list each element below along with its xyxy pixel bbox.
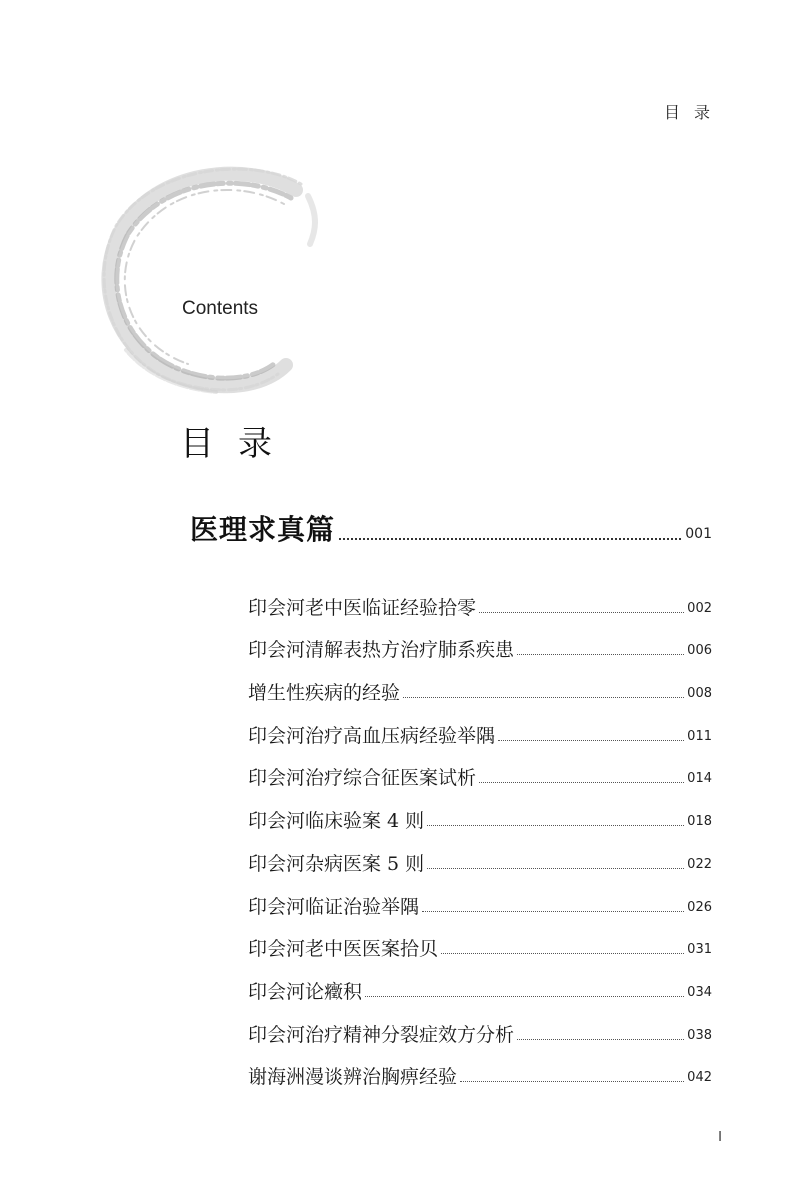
toc-entry[interactable]: [248, 834, 712, 877]
toc-entry-title: 谢海洲漫谈辨治胸痹经验: [248, 1066, 458, 1089]
toc-entry-page: 038: [687, 1027, 712, 1043]
toc-entry-page: 034: [687, 984, 712, 1000]
section-title: 医理求真篇: [190, 513, 336, 546]
toc-entry-title: 印会河论癥积: [248, 980, 363, 1003]
dot-leader: [427, 825, 684, 826]
toc-entry[interactable]: [248, 791, 712, 834]
toc-entry[interactable]: [248, 706, 712, 749]
dot-leader: [517, 654, 684, 655]
dot-leader: [479, 612, 684, 613]
dot-leader: [517, 1039, 684, 1040]
toc-entry-title: 印会河老中医医案拾贝: [248, 938, 439, 961]
ink-brush-circle-icon: [96, 160, 326, 464]
toc-entry[interactable]: [248, 920, 712, 963]
toc-entry[interactable]: [248, 877, 712, 920]
toc-entry-page: 026: [687, 899, 712, 915]
toc-entry-page: 042: [687, 1070, 712, 1086]
toc-entry-page: 006: [687, 643, 712, 659]
toc-entry-page: 008: [687, 686, 712, 702]
contents-title: 目录: [180, 424, 296, 464]
dot-leader: [441, 953, 684, 954]
dot-leader: [365, 996, 684, 997]
dot-leader: [403, 697, 684, 698]
toc-entry-title: 印会河杂病医案 5 则: [248, 852, 425, 875]
dot-leader: [479, 782, 684, 783]
toc-entry-page: 002: [687, 600, 712, 616]
toc-section-heading[interactable]: [190, 508, 712, 548]
toc-entry[interactable]: [248, 749, 712, 792]
dot-leader: [422, 911, 684, 912]
dot-leader: [498, 740, 684, 741]
page-folio: I: [718, 1130, 722, 1145]
dot-leader: [339, 538, 681, 540]
section-page-number: 001: [685, 526, 712, 542]
toc-entry-title: 印会河老中医临证经验拾零: [248, 596, 477, 619]
contents-subtitle: Contents: [182, 298, 259, 319]
dot-leader: [427, 868, 684, 869]
toc-entry-title: 印会河治疗精神分裂症效方分析: [248, 1023, 515, 1046]
toc-entry-page: 031: [687, 942, 712, 958]
toc-entry[interactable]: [248, 663, 712, 706]
toc-entry-page: 022: [687, 856, 712, 872]
running-header: 目录: [663, 103, 724, 122]
toc-entry-title: 印会河治疗综合征医案试析: [248, 767, 477, 790]
toc-entry[interactable]: [248, 1005, 712, 1048]
toc-entry[interactable]: [248, 621, 712, 664]
toc-entry-title: 印会河临证治验举隅: [248, 895, 420, 918]
toc-entry-page: 018: [687, 814, 712, 830]
toc-entry-title: 增生性疾病的经验: [248, 682, 401, 705]
toc-entry-page: 011: [687, 728, 712, 744]
toc-entry-title: 印会河清解表热方治疗肺系疾患: [248, 639, 515, 662]
toc-entry[interactable]: [248, 578, 712, 621]
toc-entry-list: [248, 578, 712, 1090]
toc-entry-title: 印会河治疗高血压病经验举隅: [248, 724, 496, 747]
dot-leader: [460, 1081, 684, 1082]
toc-entry-page: 014: [687, 771, 712, 787]
toc-entry[interactable]: [248, 1048, 712, 1091]
toc-entry[interactable]: [248, 962, 712, 1005]
toc-entry-title: 印会河临床验案 4 则: [248, 810, 425, 833]
